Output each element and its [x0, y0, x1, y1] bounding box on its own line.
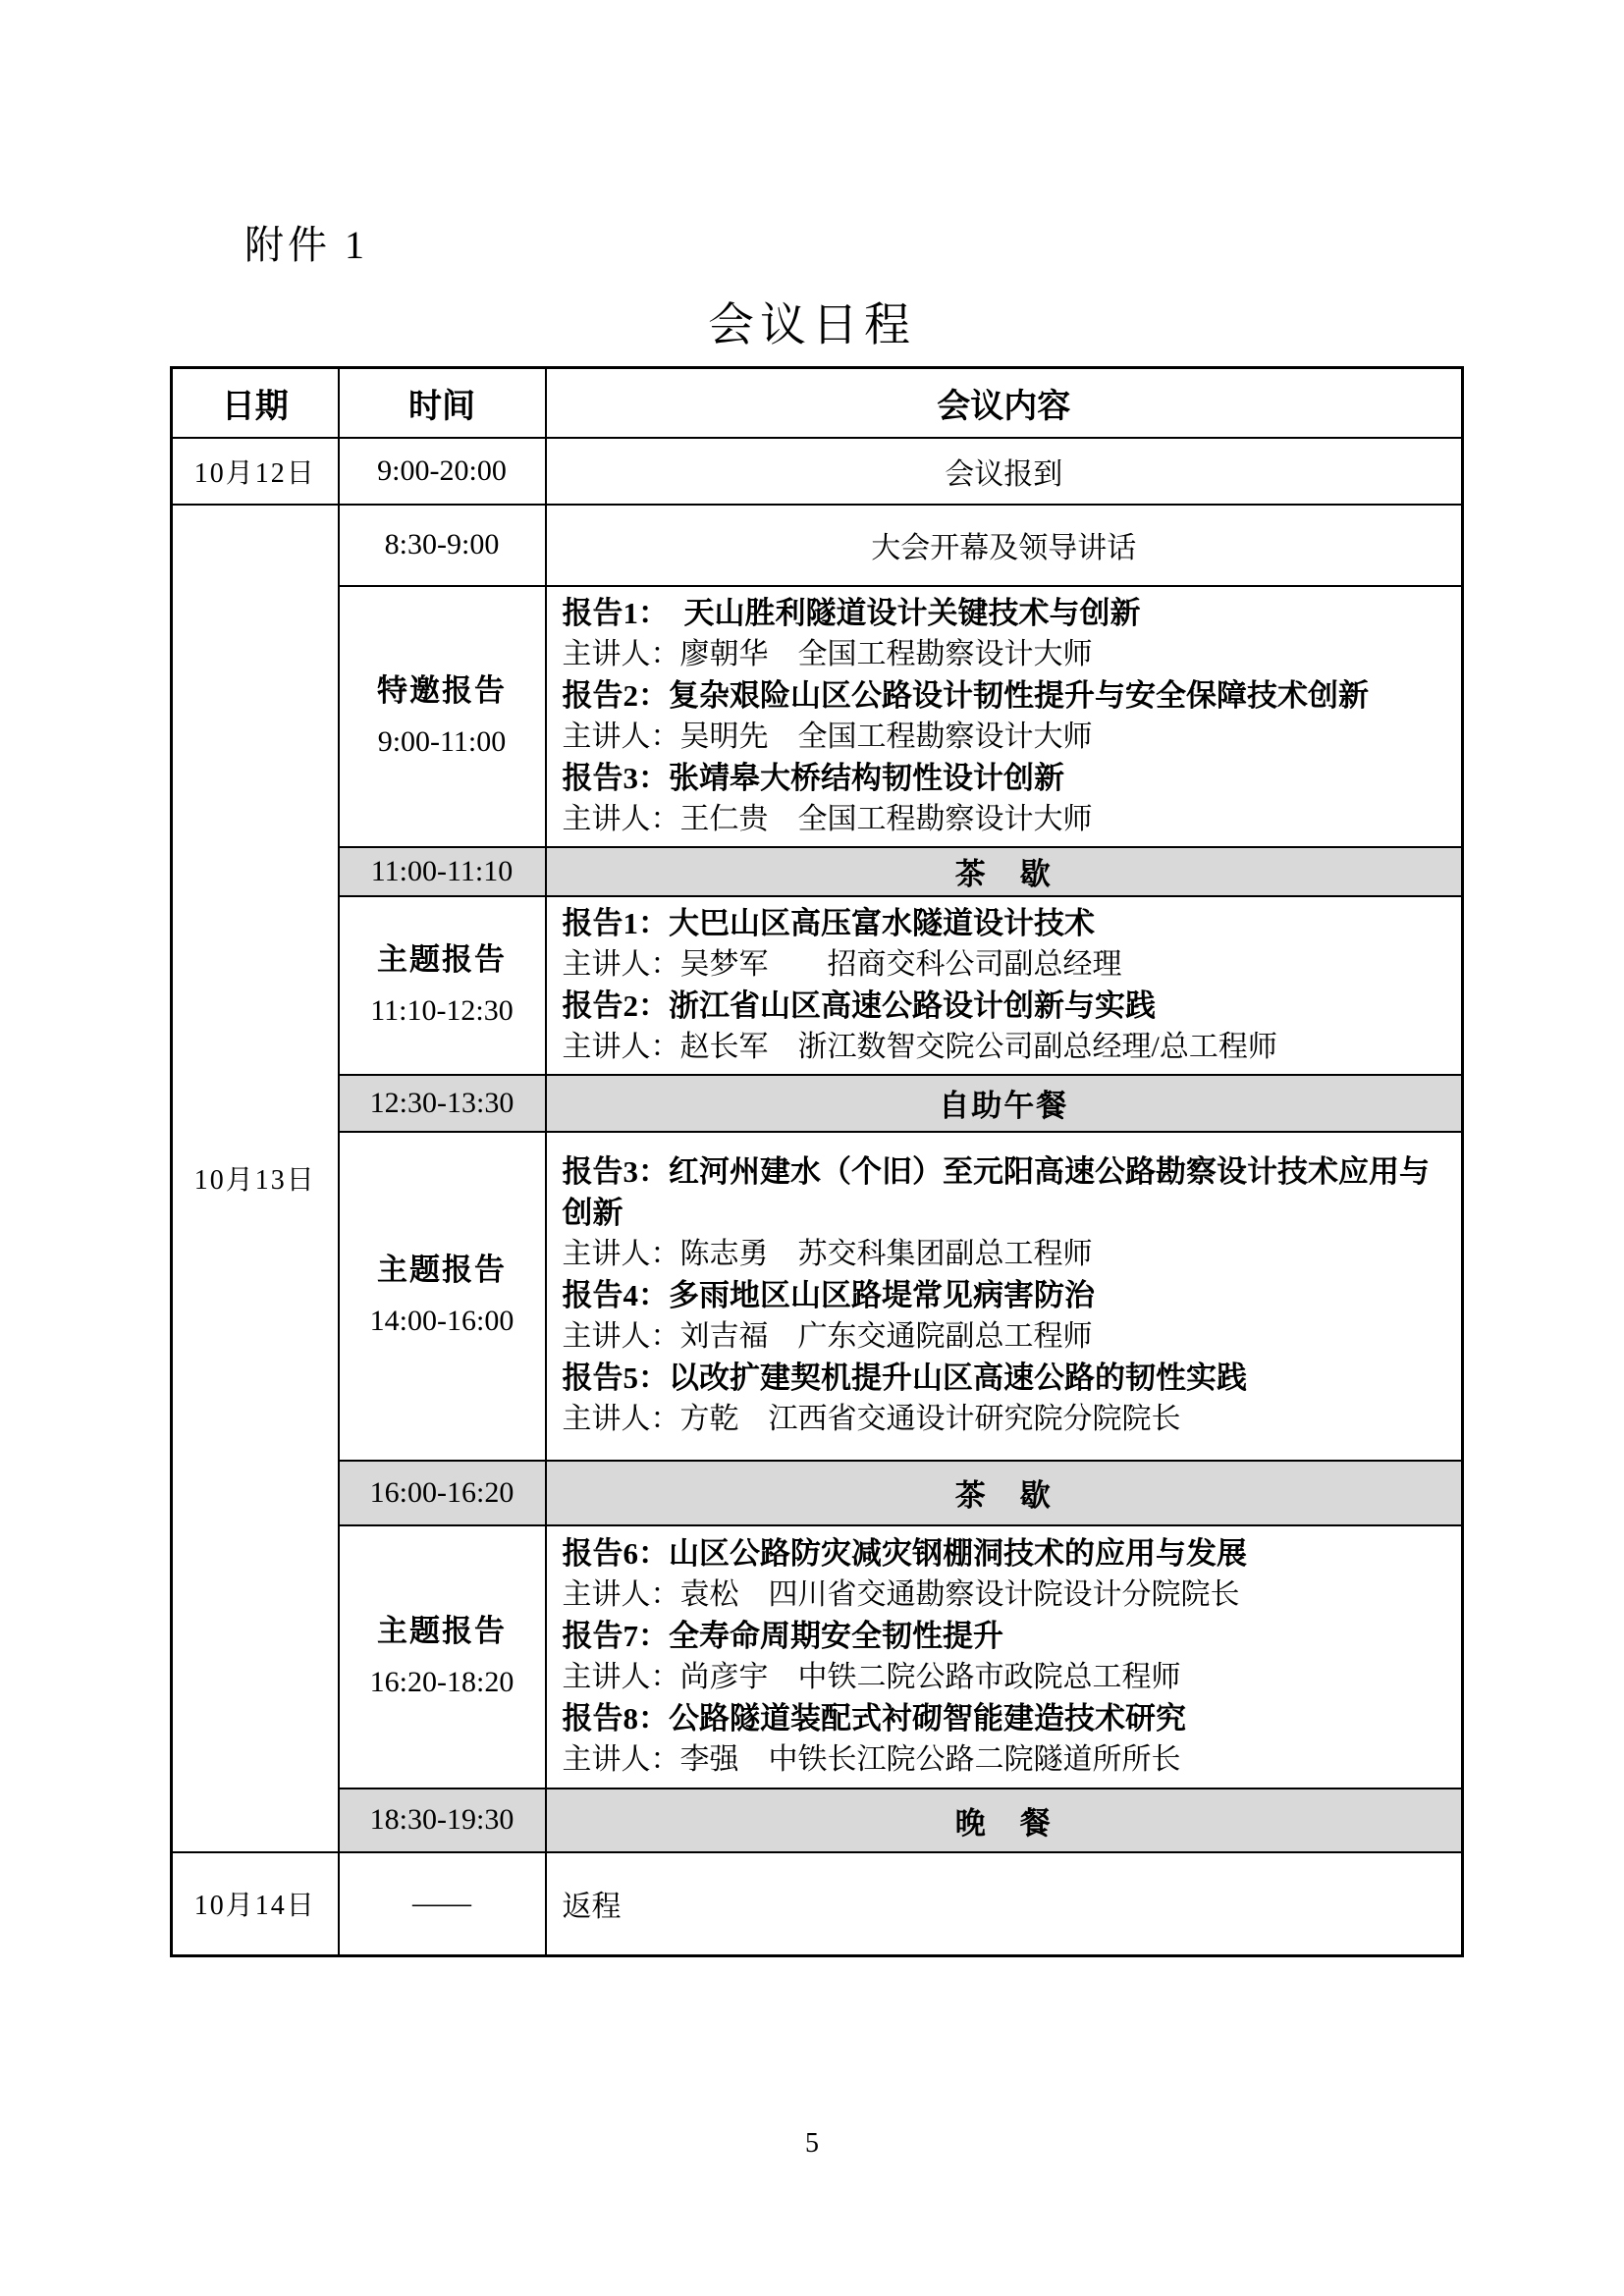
session-label: 主题报告 — [377, 941, 507, 977]
table-row-keynote-afternoon-2 — [172, 1525, 1463, 1789]
column-header-date: 日期 — [172, 368, 339, 438]
session-time: 11:10-12:30 — [370, 993, 514, 1027]
speaker-line: 主讲人：吴梦军 招商交科公司副总经理 — [562, 947, 1122, 981]
time-cell: 8:30-9:00 — [339, 505, 546, 586]
page-title: 会议日程 — [708, 300, 916, 351]
speaker-line: 主讲人：刘吉福 广东交通院副总工程师 — [562, 1320, 1093, 1353]
report-title: 报告1： 天山胜利隧道设计关键技术与创新 — [562, 595, 1141, 630]
date-cell: 10月12日 — [172, 438, 339, 505]
table-row-invited-reports — [172, 586, 1463, 847]
time-cell: 16:00-16:20 — [339, 1461, 546, 1525]
page-number: 5 — [805, 2128, 819, 2159]
break-label: 晚 餐 — [546, 1789, 1463, 1852]
content-cell — [546, 1525, 1463, 1789]
table-row-day1 — [172, 438, 1463, 505]
table-row-day3 — [172, 1852, 1463, 1956]
session-label: 主题报告 — [377, 1253, 507, 1287]
report-title: 报告8：公路隧道装配式衬砌智能建造技术研究 — [562, 1700, 1186, 1735]
date-cell-day2: 10月13日 — [172, 505, 339, 1852]
content-cell — [546, 896, 1463, 1075]
session-cell — [339, 586, 546, 847]
time-cell: —— — [339, 1852, 546, 1956]
agenda-table — [170, 366, 1464, 1957]
report-title: 报告3：张靖皋大桥结构韧性设计创新 — [562, 760, 1064, 795]
report-title: 报告3：红河州建水（个旧）至元阳高速公路勘察设计技术应用与创新 — [562, 1154, 1430, 1230]
speaker-line: 主讲人：李强 中铁长江院公路二院隧道所所长 — [562, 1742, 1181, 1776]
session-label: 主题报告 — [377, 1613, 507, 1648]
session-time: 16:20-18:20 — [369, 1665, 514, 1698]
speaker-line: 主讲人：陈志勇 苏交科集团副总工程师 — [562, 1238, 1093, 1270]
report-title: 报告7：全寿命周期安全韧性提升 — [562, 1618, 1003, 1653]
date-cell: 10月14日 — [172, 1852, 339, 1956]
session-label: 特邀报告 — [377, 672, 507, 708]
report-title: 报告2：复杂艰险山区公路设计韧性提升与安全保障技术创新 — [562, 677, 1369, 713]
content-cell — [546, 586, 1463, 847]
content-cell — [546, 1132, 1463, 1461]
report-title: 报告2：浙江省山区高速公路设计创新与实践 — [562, 988, 1156, 1023]
session-cell — [339, 896, 546, 1075]
time-cell: 11:00-11:10 — [339, 847, 546, 896]
column-header-time: 时间 — [339, 368, 546, 438]
time-cell: 18:30-19:30 — [339, 1789, 546, 1852]
content-cell: 返程 — [546, 1852, 1463, 1956]
speaker-line: 主讲人：尚彦宇 中铁二院公路市政院总工程师 — [562, 1660, 1181, 1693]
time-cell: 9:00-20:00 — [339, 438, 546, 505]
table-row-dinner — [172, 1789, 1463, 1852]
report-title: 报告1：大巴山区高压富水隧道设计技术 — [562, 905, 1095, 940]
table-row-keynote-morning — [172, 896, 1463, 1075]
break-label: 自助午餐 — [546, 1075, 1463, 1132]
column-header-content: 会议内容 — [546, 368, 1463, 438]
speaker-line: 主讲人：王仁贵 全国工程勘察设计大师 — [562, 802, 1093, 835]
speaker-line: 主讲人：吴明先 全国工程勘察设计大师 — [562, 720, 1093, 753]
table-row-lunch — [172, 1075, 1463, 1132]
content-cell: 大会开幕及领导讲话 — [546, 505, 1463, 586]
break-label: 茶 歇 — [546, 1461, 1463, 1525]
session-cell — [339, 1132, 546, 1461]
speaker-line: 主讲人：廖朝华 全国工程勘察设计大师 — [562, 637, 1093, 670]
break-label: 茶 歇 — [546, 847, 1463, 896]
session-time: 14:00-16:00 — [369, 1305, 514, 1337]
table-row-tea-break-2 — [172, 1461, 1463, 1525]
attachment-label: 附件 1 — [244, 223, 368, 267]
session-cell — [339, 1525, 546, 1789]
table-row-keynote-afternoon-1 — [172, 1132, 1463, 1461]
report-title: 报告5：以改扩建契机提升山区高速公路的韧性实践 — [562, 1361, 1247, 1395]
table-row-tea-break-1 — [172, 847, 1463, 896]
session-time: 9:00-11:00 — [377, 724, 507, 758]
content-cell: 会议报到 — [546, 438, 1463, 505]
report-title: 报告6：山区公路防灾减灾钢棚洞技术的应用与发展 — [562, 1535, 1247, 1571]
speaker-line: 主讲人：袁松 四川省交通勘察设计院设计分院院长 — [562, 1577, 1240, 1611]
table-row-opening — [172, 505, 1463, 586]
speaker-line: 主讲人：方乾 江西省交通设计研究院分院院长 — [562, 1403, 1181, 1435]
table-header-row — [172, 368, 1463, 438]
report-title: 报告4：多雨地区山区路堤常见病害防治 — [562, 1278, 1095, 1312]
speaker-line: 主讲人：赵长军 浙江数智交院公司副总经理/总工程师 — [562, 1030, 1277, 1063]
time-cell: 12:30-13:30 — [339, 1075, 546, 1132]
